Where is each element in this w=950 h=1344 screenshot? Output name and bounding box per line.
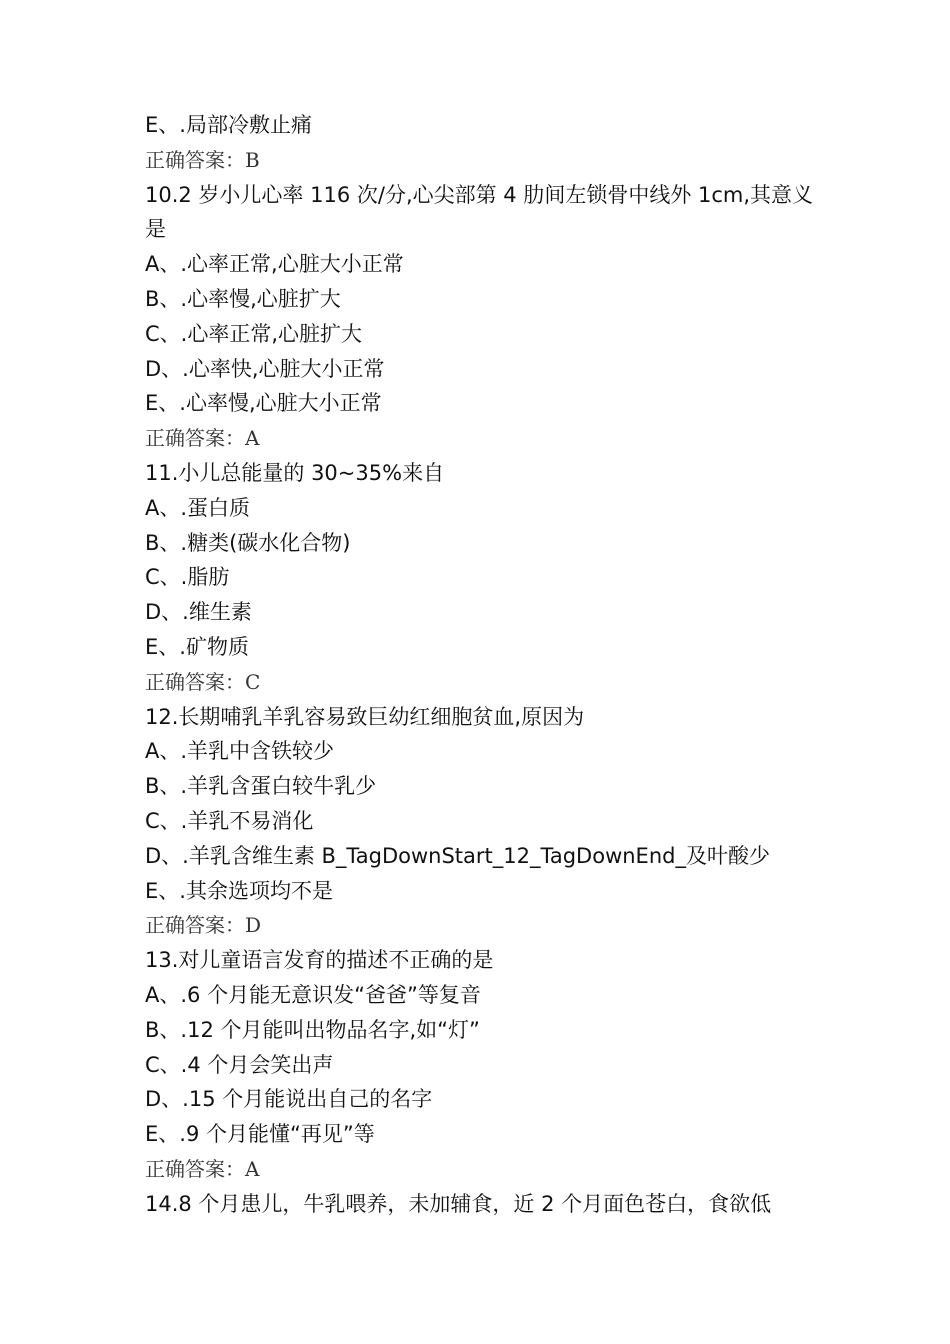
option-line: B、.心率慢,心脏扩大 — [145, 286, 341, 311]
option-line: A、.羊乳中含铁较少 — [145, 739, 335, 764]
answer-line: 正确答案：A — [145, 1156, 260, 1181]
option-line: B、.糖类(碳水化合物) — [145, 530, 351, 555]
option-line: C、.脂肪 — [145, 565, 230, 590]
option-line: E、.心率慢,心脏大小正常 — [145, 391, 382, 416]
option-line: D、.维生素 — [145, 600, 252, 625]
option-line: C、.4 个月会笑出声 — [145, 1052, 334, 1077]
option-line: A、.蛋白质 — [145, 495, 251, 520]
question-line: 11.小儿总能量的 30~35%来自 — [145, 460, 445, 485]
option-line: D、.心率快,心脏大小正常 — [145, 356, 385, 381]
option-line: B、.12 个月能叫出物品名字,如“灯” — [145, 1017, 480, 1042]
answer-line: 正确答案：B — [145, 147, 260, 172]
option-line: E、.9 个月能懂“再见”等 — [145, 1122, 375, 1147]
question-line: 12.长期哺乳羊乳容易致巨幼红细胞贫血,原因为 — [145, 704, 585, 729]
option-line: C、.心率正常,心脏扩大 — [145, 321, 363, 346]
option-line: A、.心率正常,心脏大小正常 — [145, 252, 404, 277]
answer-line: 正确答案：C — [145, 669, 261, 694]
answer-line: 正确答案：A — [145, 426, 260, 451]
question-line: 14.8 个月患儿，牛乳喂养，未加辅食，近 2 个月面色苍白，食欲低 — [145, 1191, 772, 1216]
option-line: E、.矿物质 — [145, 634, 249, 659]
document-body — [145, 108, 825, 1222]
option-line: A、.6 个月能无意识发“爸爸”等复音 — [145, 982, 481, 1007]
option-line: B、.羊乳含蛋白较牛乳少 — [145, 774, 377, 799]
option-line: E、.其余选项均不是 — [145, 878, 333, 903]
question-line: 13.对儿童语言发育的描述不正确的是 — [145, 948, 494, 973]
answer-line: 正确答案：D — [145, 913, 262, 938]
option-line: D、.羊乳含维生素 B_TagDownStart_12_TagDownEnd_及叶酸少 — [145, 843, 770, 868]
option-line: C、.羊乳不易消化 — [145, 808, 314, 833]
option-line: D、.15 个月能说出自己的名字 — [145, 1087, 433, 1112]
question-line: 10.2 岁小儿心率 116 次/分,心尖部第 4 肋间左锁骨中线外 1cm,其意义是 — [145, 182, 814, 242]
option-line: E、.局部冷敷止痛 — [145, 113, 312, 137]
